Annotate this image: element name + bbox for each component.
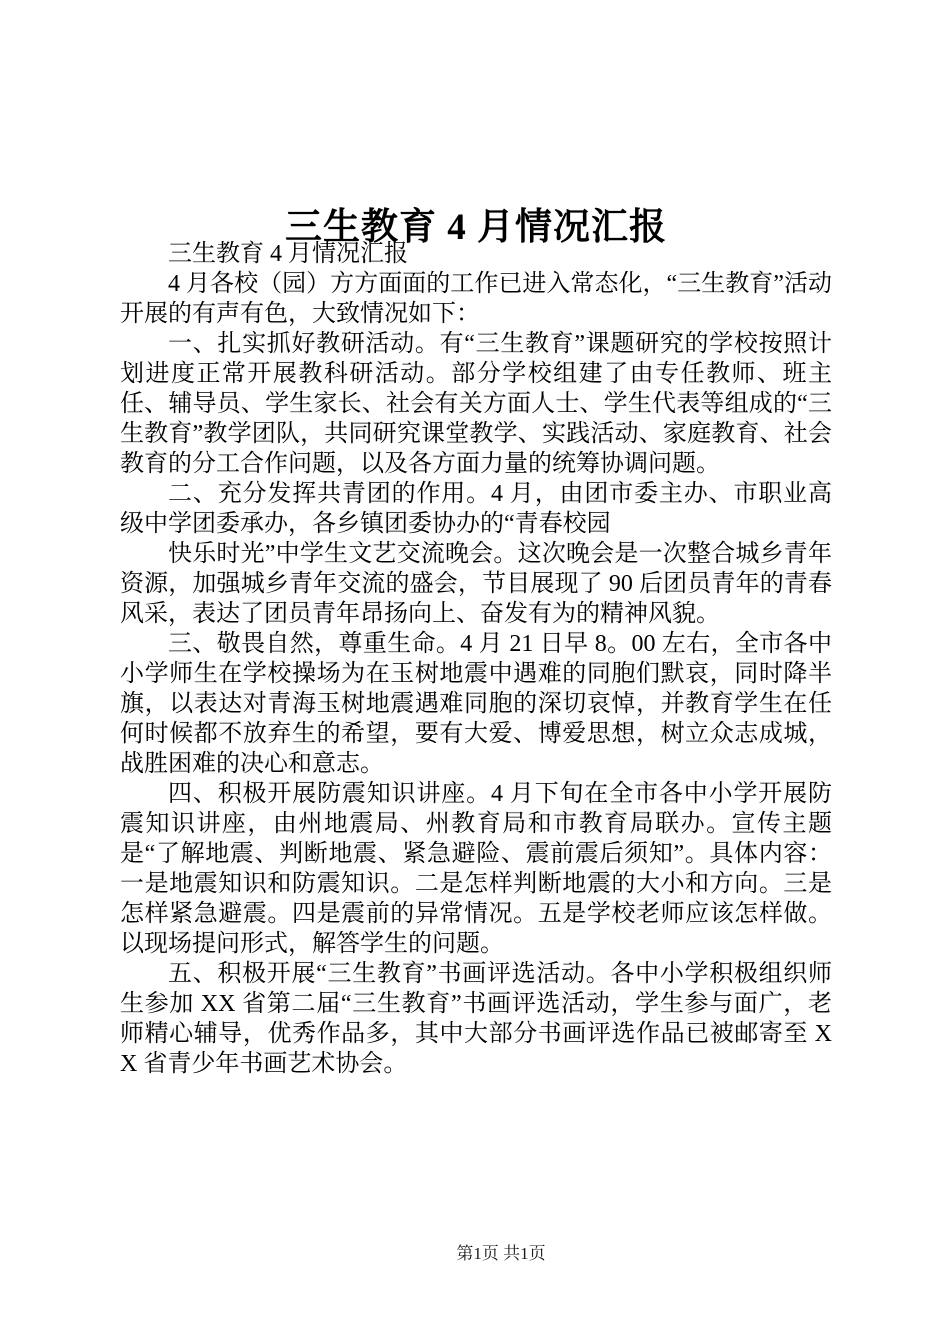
paragraph: 二、充分发挥共青团的作用。4 月，由团市委主办、市职业高级中学团委承办，各乡镇团委协办的“青春校园 bbox=[120, 481, 832, 537]
page-indicator: 第1页 共1页 bbox=[456, 1244, 546, 1263]
paragraph: 三、敬畏自然，尊重生命。4 月 21 日早 8。00 左右，全市各中小学师生在学校操场为在玉树地震中遇难的同胞们默哀，同时降半旗，以表达对青海玉树地震遇难同胞的深切哀悼，并教育学生在任何时候都不放弃生的希望，要有大爱、博爱思想，树立众志成城，战胜困难的决心和意志。 bbox=[120, 631, 832, 777]
paragraph: 4 月各校（园）方方面面的工作已进入常态化，“三生教育”活动开展的有声有色，大致情况如下： bbox=[120, 271, 832, 327]
paragraph: 三生教育 4 月情况汇报 bbox=[168, 241, 408, 267]
document-body bbox=[120, 239, 832, 1079]
paragraph: 快乐时光”中学生文艺交流晚会。这次晚会是一次整合城乡青年资源，加强城乡青年交流的盛会，节目展现了 90 后团员青年的青春风采，表达了团员青年昂扬向上、奋发有为的精神风貌。 bbox=[120, 541, 832, 627]
document-title: 三生教育 4 月情况汇报 bbox=[285, 206, 667, 248]
paragraph: 一、扎实抓好教研活动。有“三生教育”课题研究的学校按照计划进度正常开展教科研活动。部分学校组建了由专任教师、班主任、辅导员、学生家长、社会有关方面人士、学生代表等组成的“三生教育”教学团队，共同研究课堂教学、实践活动、家庭教育、社会教育的分工合作问题，以及各方面力量的统筹协调问题。 bbox=[120, 331, 832, 477]
paragraph: 四、积极开展防震知识讲座。4 月下旬在全市各中小学开展防震知识讲座，由州地震局、州教育局和市教育局联办。宣传主题是“了解地震、判断地震、紧急避险、震前震后须知”。具体内容：一是地震知识和防震知识。二是怎样判断地震的大小和方向。三是怎样紧急避震。四是震前的异常情况。五是学校老师应该怎样做。以现场提问形式，解答学生的问题。 bbox=[120, 781, 832, 957]
paragraph: 五、积极开展“三生教育”书画评选活动。各中小学积极组织师生参加 XX 省第二届“三生教育”书画评选活动，学生参与面广，老师精心辅导，优秀作品多，其中大部分书画评选作品已被邮寄至 XX 省青少年书画艺术协会。 bbox=[120, 961, 832, 1077]
page-footer bbox=[0, 1243, 950, 1265]
